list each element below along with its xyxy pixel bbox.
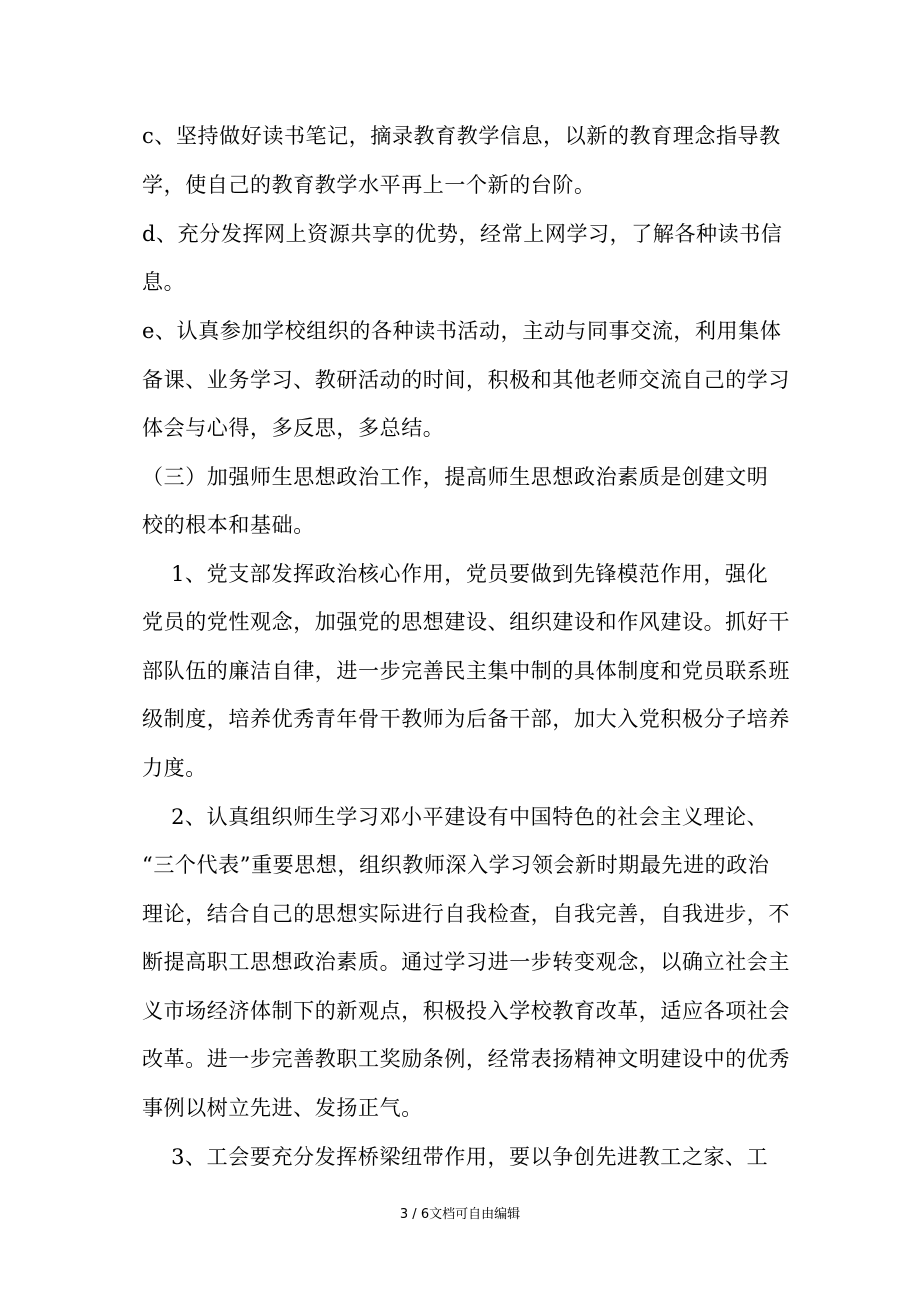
point-1-line-3: 部队伍的廉洁自律，进一步完善民主集中制的具体制度和党员联系班 xyxy=(142,659,790,683)
point-2-line-7: 事例以树立先进、发扬正气。 xyxy=(142,1096,423,1120)
point-1-line-2: 党员的党性观念，加强党的思想建设、组织建设和作风建设。抓好干 xyxy=(142,610,790,634)
paragraph-e-line-2: 备课、业务学习、教研活动的时间，积极和其他老师交流自己的学习 xyxy=(142,368,790,392)
point-3-line-1: 3、工会要充分发挥桥梁纽带作用，要以争创先进教工之家、工 xyxy=(142,1145,769,1169)
point-1-line-5: 力度。 xyxy=(142,756,207,780)
page-footer: 3 / 6文档可自由编辑 xyxy=(399,1207,521,1222)
point-2-line-2: “三个代表”重要思想，组织教师深入学习领会新时期最先进的政治 xyxy=(142,853,770,877)
point-2-line-6: 改革。进一步完善教职工奖励条例，经常表扬精神文明建设中的优秀 xyxy=(142,1047,790,1071)
paragraph-e-line-3: 体会与心得，多反思，多总结。 xyxy=(142,416,445,440)
paragraph-d-line-2: 息。 xyxy=(142,270,186,294)
point-2-line-1: 2、认真组织师生学习邓小平建设有中国特色的社会主义理论、 xyxy=(142,805,769,829)
paragraph-e-line-1: e、认真参加学校组织的各种读书活动，主动与同事交流，利用集体 xyxy=(142,319,782,343)
paragraph-c-line-1: c、坚持做好读书笔记，摘录教育教学信息，以新的教育理念指导教 xyxy=(142,124,781,148)
paragraph-c-line-2: 学，使自己的教育教学水平再上一个新的台阶。 xyxy=(142,173,596,197)
point-1-line-1: 1、党支部发挥政治核心作用，党员要做到先锋模范作用，强化 xyxy=(142,562,769,586)
point-2-line-5: 义市场经济体制下的新观点，积极投入学校教育改革，适应各项社会 xyxy=(142,999,790,1023)
point-1-line-4: 级制度，培养优秀青年骨干教师为后备干部，加大入党积极分子培养 xyxy=(142,707,790,731)
point-2-line-4: 断提高职工思想政治素质。通过学习进一步转变观念，以确立社会主 xyxy=(142,950,790,974)
section-3-line-1: （三）加强师生思想政治工作，提高师生思想政治素质是创建文明 xyxy=(142,465,769,489)
paragraph-d-line-1: d、充分发挥网上资源共享的优势，经常上网学习，了解各种读书信 xyxy=(142,222,783,246)
point-2-line-3: 理论，结合自己的思想实际进行自我检查，自我完善，自我进步，不 xyxy=(142,902,790,926)
section-3-line-2: 校的根本和基础。 xyxy=(142,513,315,537)
